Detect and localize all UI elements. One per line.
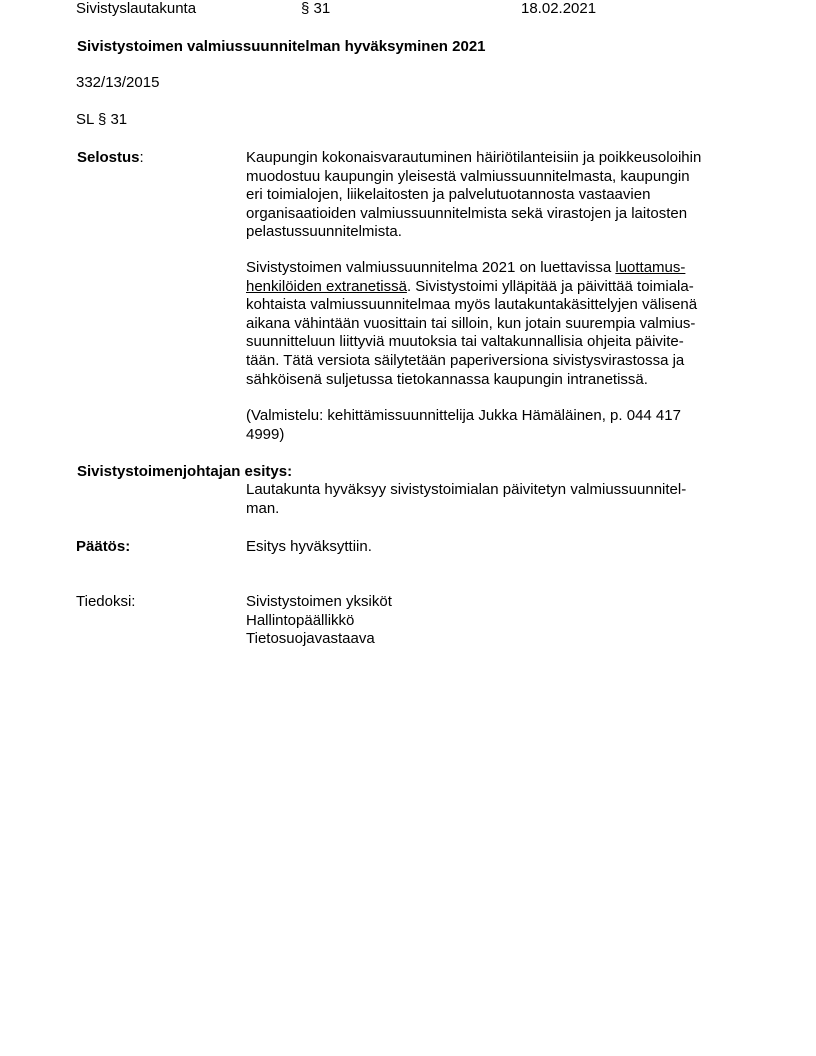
selostus-label: Selostus: [77, 149, 144, 166]
document-title: Sivistystoimen valmiussuunnitelman hyväksyminen 2021 [77, 38, 486, 55]
committee-name: Sivistyslautakunta [76, 0, 197, 17]
paragraph-line: suunnitteluun liittyviä muutoksia tai valtakunnallisia ohjeita päivite- [246, 333, 684, 351]
paatos-label: Päätös: [76, 538, 131, 555]
paragraph-line: organisaatioiden valmiussuunnitelmista sekä virastojen ja laitosten [246, 204, 688, 222]
esitys-text [246, 481, 736, 518]
paragraph-line: 4999) [246, 425, 285, 443]
paragraph-line: sähköisenä suljetussa tietokannassa kaupungin intranetissä. [246, 370, 648, 388]
meeting-date: 18.02.2021 [521, 0, 597, 17]
paragraph-line: muodostuu kaupungin yleisestä valmiussuunnitelmasta, kaupungin [246, 167, 690, 185]
extranet-link[interactable]: henkilöiden extranetissä [246, 277, 407, 295]
paragraph-line: henkilöiden extranetissä. Sivistystoimi ylläpitää ja päivittää toimiala- [246, 277, 694, 295]
paragraph-line: aikana vähintään vuosittain tai silloin, kun jotain suurempia valmius- [246, 314, 696, 332]
paragraph-line: tään. Tätä versiota säilytetään paperiversiona sivistysvirastossa ja [246, 351, 685, 369]
paragraph-line: (Valmistelu: kehittämissuunnittelija Jukka Hämäläinen, p. 044 417 [246, 407, 681, 424]
paragraph-line: Lautakunta hyväksyy sivistystoimialan päivitetyn valmiussuunnitel- [246, 481, 687, 498]
paragraph-line: eri toimialojen, liikelaitosten ja palvelutuotannosta vastaavien [246, 186, 651, 204]
paragraph-line: pelastussuunnitelmista. [246, 223, 402, 241]
paragraph-line: man. [246, 499, 280, 517]
recipient-item: Tietosuojavastaava [246, 630, 375, 648]
paragraph-line: Kaupungin kokonaisvarautuminen häiriötilanteisiin ja poikkeusoloihin [246, 149, 702, 166]
extranet-link[interactable]: luottamus- [615, 259, 686, 276]
recipient-item: Hallintopäällikkö [246, 611, 355, 629]
esitys-label: Sivistystoimenjohtajan esitys: [77, 463, 293, 480]
paragraph-line: Sivistystoimen valmiussuunnitelma 2021 on luettavissa luottamus- [246, 259, 686, 276]
section-reference: SL § 31 [76, 111, 128, 128]
paragraph-line: kohtaista valmiussuunnitelmaa myös lautakuntakäsittelyjen välisenä [246, 296, 698, 314]
selostus-paragraph-2 [246, 259, 736, 389]
tiedoksi-label: Tiedoksi: [76, 593, 136, 610]
paatos-text: Esitys hyväksyttiin. [246, 538, 372, 555]
selostus-paragraph-1 [246, 149, 736, 242]
selostus-paragraph-3 [246, 407, 736, 444]
section-number: § 31 [301, 0, 331, 17]
reference-number: 332/13/2015 [76, 74, 160, 91]
recipient-item: Sivistystoimen yksiköt [246, 593, 392, 610]
